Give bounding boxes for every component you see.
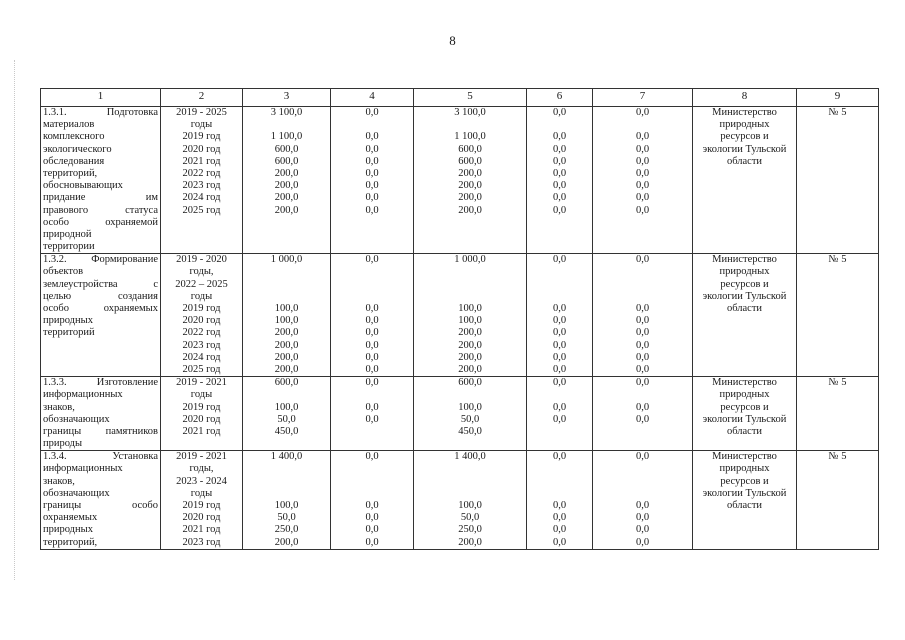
cell-line: годы [190, 119, 213, 131]
cell-line: 3 100,0 [270, 107, 303, 118]
cell-line: 200,0 [274, 167, 299, 179]
cell-line: 0,0 [365, 315, 379, 327]
cell-line: 0,0 [365, 327, 379, 339]
cell-line: 200,0 [458, 192, 482, 204]
cell-line: 2019 - 2021 [176, 377, 227, 389]
cell-line: 0,0 [365, 143, 379, 155]
cell-line: 0,0 [552, 500, 567, 511]
cell-line: охраняемых [43, 512, 98, 524]
cell-line: территорий [43, 327, 95, 339]
cell-line: 100,0 [458, 500, 482, 511]
cell-line [529, 291, 590, 303]
cell-line: границы памятников [43, 425, 158, 437]
cell-line: 1 100,0 [270, 131, 303, 143]
cell-line: 0,0 [552, 524, 567, 536]
cell-line: 0,0 [365, 524, 379, 536]
indicator-number-cell: № 5 [797, 107, 879, 254]
cell-line: Министерство [712, 451, 777, 463]
cell-line: 200,0 [274, 363, 299, 375]
cell-line: 0,0 [552, 451, 567, 463]
table-row [41, 377, 879, 451]
cell-line: 2025 год [182, 363, 221, 375]
cell-line: 600,0 [274, 377, 299, 389]
cell-line: 2019 - 2021 [176, 451, 227, 463]
cell-line: 0,0 [552, 536, 567, 548]
page-number: 8 [449, 33, 456, 48]
task-description-cell [41, 451, 161, 550]
cell-line: 1 400,0 [270, 451, 303, 463]
cell-line: обозначающих [43, 487, 110, 499]
cell-line: 0,0 [552, 351, 567, 363]
cell-line [416, 291, 524, 303]
col4-amount-cell [331, 377, 414, 451]
cell-line [416, 488, 524, 500]
cell-line: 0,0 [365, 155, 379, 167]
cell-line [595, 266, 690, 278]
cell-line: 0,0 [365, 451, 379, 463]
header-col-7: 7 [593, 89, 693, 107]
binding-margin-line [14, 60, 15, 580]
cell-line [529, 389, 590, 401]
cell-line: 0,0 [552, 413, 567, 425]
cell-line [333, 291, 411, 303]
col6-amount-cell [527, 254, 593, 377]
cell-line: 2022 – 2025 [175, 278, 228, 290]
cell-line: 1.3.2. Формирование [43, 254, 158, 266]
col3-amount-cell [243, 254, 331, 377]
cell-line: 250,0 [458, 524, 482, 536]
header-col-2: 2 [161, 89, 243, 107]
cell-line [416, 279, 524, 291]
cell-line: 2023 год [182, 180, 221, 192]
cell-line: 1 400,0 [454, 451, 486, 463]
cell-line: области [726, 425, 763, 437]
responsible-executor-cell [693, 107, 797, 254]
cell-line: Министерство [712, 254, 777, 266]
cell-line: объектов [43, 266, 84, 278]
cell-line: природной [43, 228, 92, 240]
cell-line: 0,0 [365, 401, 379, 413]
cell-line: 450,0 [458, 425, 482, 437]
cell-line: природных [43, 315, 93, 327]
cell-line: природы [43, 438, 83, 450]
cell-line: обследования [43, 155, 105, 167]
years-cell [161, 451, 243, 550]
cell-line: 2019 - 2025 [176, 107, 227, 118]
cell-line: 50,0 [460, 413, 480, 425]
cell-line: Министерство [712, 107, 777, 118]
cell-line: 200,0 [458, 363, 482, 375]
cell-line: 0,0 [552, 131, 567, 143]
cell-line: 0,0 [635, 512, 650, 524]
header-row [41, 89, 879, 107]
cell-line: территорий, [43, 536, 98, 548]
cell-line: 0,0 [635, 254, 650, 266]
cell-line: экологии Тульской [702, 290, 787, 302]
header-col-5: 5 [414, 89, 527, 107]
cell-line: обозначающих [43, 413, 110, 425]
cell-line: 2022 год [182, 167, 221, 179]
cell-line: 0,0 [635, 143, 650, 155]
task-description-cell [41, 377, 161, 451]
col5-amount-cell [414, 254, 527, 377]
cell-line: 0,0 [552, 363, 567, 375]
cell-line: 1.3.4. Установка [43, 451, 158, 463]
indicator-number-cell: № 5 [797, 377, 879, 451]
cell-line: 2019 год [182, 401, 221, 413]
cell-line: 3 100,0 [454, 107, 486, 118]
col5-amount-cell [414, 451, 527, 550]
cell-line [416, 389, 524, 401]
col5-amount-cell [414, 107, 527, 254]
cell-line: Министерство [712, 377, 777, 389]
cell-line: 0,0 [552, 315, 567, 327]
cell-line: 1 100,0 [454, 131, 486, 143]
cell-line: 0,0 [365, 512, 379, 524]
cell-line: 2019 год [182, 500, 221, 511]
cell-line: знаков, [43, 475, 75, 487]
cell-line: 0,0 [635, 303, 650, 314]
cell-line: годы, [189, 266, 214, 278]
responsible-executor-cell [693, 377, 797, 451]
cell-line: 2022 год [182, 327, 221, 339]
cell-line: 2021 год [182, 524, 221, 536]
cell-line [595, 426, 690, 438]
cell-line [333, 119, 411, 131]
col7-amount-cell [593, 377, 693, 451]
cell-line: 0,0 [365, 363, 379, 375]
responsible-executor-cell [693, 254, 797, 377]
cell-line: целью создания [43, 290, 158, 302]
cell-line: 2023 год [182, 339, 221, 351]
cell-line: 600,0 [274, 155, 299, 167]
cell-line [416, 476, 524, 488]
cell-line: 100,0 [274, 500, 299, 511]
cell-line: 1 000,0 [270, 254, 303, 266]
cell-line: 0,0 [552, 180, 567, 192]
header-col-9: 9 [797, 89, 879, 107]
cell-line: 2023 год [182, 536, 221, 548]
cell-line: придание им [43, 192, 158, 204]
cell-line: годы [190, 290, 213, 302]
table-row [41, 107, 879, 254]
cell-line: 0,0 [552, 143, 567, 155]
cell-line: 100,0 [458, 401, 482, 413]
cell-line: 2020 год [182, 512, 221, 524]
cell-line [245, 291, 328, 303]
indicator-number-cell: № 5 [797, 254, 879, 377]
cell-line: 100,0 [458, 315, 482, 327]
cell-line: 0,0 [635, 327, 650, 339]
cell-line: 2025 год [182, 204, 221, 216]
col6-amount-cell [527, 377, 593, 451]
cell-line: 0,0 [635, 500, 650, 511]
cell-line [416, 266, 524, 278]
cell-line: особо охраняемых [43, 303, 158, 314]
cell-line: 0,0 [552, 303, 567, 314]
col4-amount-cell [331, 451, 414, 550]
table-row [41, 451, 879, 550]
cell-line: 1.3.1. Подготовка [43, 107, 158, 118]
col6-amount-cell [527, 451, 593, 550]
cell-line [333, 426, 411, 438]
cell-line: области [726, 500, 763, 511]
cell-line: территорий, [43, 167, 98, 179]
cell-line [595, 463, 690, 475]
cell-line: 0,0 [552, 167, 567, 179]
years-cell [161, 254, 243, 377]
cell-line [595, 488, 690, 500]
cell-line: 200,0 [274, 351, 299, 363]
cell-line: 50,0 [277, 512, 296, 524]
cell-line: материалов [43, 119, 95, 131]
cell-line: годы, [189, 463, 214, 475]
cell-line: природных [719, 266, 770, 278]
cell-line: 0,0 [365, 377, 379, 389]
cell-line: 0,0 [552, 401, 567, 413]
years-cell [161, 107, 243, 254]
cell-line: 0,0 [635, 180, 650, 192]
col3-amount-cell [243, 107, 331, 254]
cell-line: 200,0 [274, 192, 299, 204]
task-description-cell [41, 254, 161, 377]
cell-line: 0,0 [365, 413, 379, 425]
cell-line: 0,0 [552, 192, 567, 204]
cell-line [333, 389, 411, 401]
cell-line: 0,0 [365, 351, 379, 363]
cell-line: 0,0 [365, 339, 379, 351]
cell-line: землеустройства с [43, 278, 158, 290]
responsible-executor-cell [693, 451, 797, 550]
header-col-1: 1 [41, 89, 161, 107]
cell-line: 2021 год [182, 425, 221, 437]
cell-line [416, 119, 524, 131]
table-row [41, 254, 879, 377]
cell-line: ресурсов и [720, 278, 769, 290]
cell-line: правового статуса [43, 204, 158, 216]
cell-line: области [726, 155, 763, 167]
cell-line: 200,0 [458, 204, 482, 216]
col5-amount-cell [414, 377, 527, 451]
cell-line: информационных [43, 463, 123, 475]
cell-line [245, 266, 328, 278]
cell-line: 0,0 [365, 500, 379, 511]
cell-line [595, 119, 690, 131]
cell-line: ресурсов и [720, 401, 769, 413]
col4-amount-cell [331, 254, 414, 377]
cell-line [245, 389, 328, 401]
cell-line: 100,0 [274, 303, 299, 314]
cell-line [245, 463, 328, 475]
cell-line: 200,0 [458, 180, 482, 192]
cell-line: 0,0 [552, 155, 567, 167]
col3-amount-cell [243, 451, 331, 550]
cell-line: обосновывающих [43, 180, 123, 192]
cell-line: информационных [43, 389, 123, 401]
cell-line [416, 463, 524, 475]
cell-line [333, 488, 411, 500]
cell-line: 200,0 [274, 536, 299, 548]
header-col-8: 8 [693, 89, 797, 107]
cell-line: годы [190, 487, 213, 499]
cell-line: природных [719, 119, 770, 131]
cell-line: экологии Тульской [702, 413, 787, 425]
cell-line: природных [719, 463, 770, 475]
budget-table [40, 88, 879, 550]
cell-line: территории [43, 241, 95, 253]
cell-line: 0,0 [552, 339, 567, 351]
cell-line: 0,0 [552, 512, 567, 524]
cell-line: границы особо [43, 500, 158, 511]
cell-line [529, 488, 590, 500]
cell-line: 100,0 [458, 303, 482, 314]
cell-line: 2020 год [182, 143, 221, 155]
cell-line: ресурсов и [720, 475, 769, 487]
cell-line: 200,0 [458, 167, 482, 179]
cell-line: 600,0 [274, 143, 299, 155]
cell-line: 2024 год [182, 351, 221, 363]
cell-line [245, 476, 328, 488]
cell-line [333, 463, 411, 475]
cell-line [245, 488, 328, 500]
cell-line [245, 119, 328, 131]
cell-line: 0,0 [635, 131, 650, 143]
cell-line [529, 463, 590, 475]
cell-line: 600,0 [458, 143, 482, 155]
cell-line: 0,0 [635, 536, 650, 548]
col7-amount-cell [593, 107, 693, 254]
cell-line: 50,0 [460, 512, 480, 524]
cell-line: 0,0 [635, 363, 650, 375]
cell-line: 0,0 [635, 167, 650, 179]
cell-line [595, 476, 690, 488]
cell-line: 0,0 [552, 254, 567, 266]
cell-line [333, 279, 411, 291]
cell-line: 2019 год [182, 131, 221, 143]
cell-line: 2021 год [182, 155, 221, 167]
cell-line [529, 266, 590, 278]
indicator-number-cell: № 5 [797, 451, 879, 550]
cell-line: ресурсов и [720, 131, 769, 143]
col7-amount-cell [593, 254, 693, 377]
cell-line [595, 279, 690, 291]
cell-line: 1.3.3. Изготовление [43, 377, 158, 389]
cell-line: 0,0 [635, 339, 650, 351]
cell-line: 0,0 [552, 107, 567, 118]
cell-line: 0,0 [552, 204, 567, 216]
cell-line: 50,0 [277, 413, 296, 425]
cell-line: 200,0 [274, 204, 299, 216]
years-cell [161, 377, 243, 451]
cell-line: 200,0 [458, 536, 482, 548]
cell-line: 2020 год [182, 413, 221, 425]
cell-line: 2019 год [182, 303, 221, 314]
cell-line: 250,0 [274, 524, 299, 536]
header-col-6: 6 [527, 89, 593, 107]
cell-line: 2020 год [182, 315, 221, 327]
cell-line [529, 476, 590, 488]
cell-line: 200,0 [274, 180, 299, 192]
cell-line [333, 266, 411, 278]
header-col-3: 3 [243, 89, 331, 107]
header-col-4: 4 [331, 89, 414, 107]
task-description-cell [41, 107, 161, 254]
cell-line: комплексного [43, 131, 105, 143]
cell-line: 200,0 [458, 339, 482, 351]
cell-line: 200,0 [458, 351, 482, 363]
cell-line: 0,0 [635, 413, 650, 425]
cell-line [595, 389, 690, 401]
cell-line: 0,0 [365, 131, 379, 143]
cell-line [529, 279, 590, 291]
cell-line: природных [43, 524, 93, 536]
cell-line: 450,0 [274, 425, 299, 437]
cell-line [529, 119, 590, 131]
cell-line: 200,0 [274, 339, 299, 351]
cell-line: 0,0 [635, 401, 650, 413]
cell-line: 0,0 [635, 351, 650, 363]
cell-line: 0,0 [365, 107, 379, 118]
col3-amount-cell [243, 377, 331, 451]
cell-line: особо охраняемой [43, 216, 158, 228]
cell-line [595, 291, 690, 303]
cell-line [245, 279, 328, 291]
cell-line: природных [719, 389, 770, 401]
cell-line: 0,0 [635, 524, 650, 536]
cell-line: 0,0 [365, 204, 379, 216]
cell-line: 1 000,0 [454, 254, 486, 266]
cell-line [529, 426, 590, 438]
cell-line: знаков, [43, 401, 75, 413]
cell-line: 0,0 [635, 107, 650, 118]
cell-line: экологического [43, 143, 112, 155]
cell-line: годы [190, 389, 213, 401]
cell-line: 0,0 [365, 254, 379, 266]
cell-line: 2024 год [182, 192, 221, 204]
cell-line: 100,0 [274, 315, 299, 327]
cell-line: 0,0 [365, 167, 379, 179]
cell-line: 0,0 [635, 451, 650, 463]
cell-line: 100,0 [274, 401, 299, 413]
cell-line: 0,0 [552, 327, 567, 339]
cell-line: 0,0 [635, 155, 650, 167]
cell-line: 0,0 [552, 377, 567, 389]
cell-line: 0,0 [365, 192, 379, 204]
col6-amount-cell [527, 107, 593, 254]
cell-line: экологии Тульской [702, 487, 787, 499]
cell-line: 0,0 [635, 192, 650, 204]
cell-line: экологии Тульской [702, 143, 787, 155]
cell-line: 0,0 [635, 377, 650, 389]
cell-line [333, 476, 411, 488]
cell-line: 0,0 [635, 315, 650, 327]
cell-line: 0,0 [365, 180, 379, 192]
col7-amount-cell [593, 451, 693, 550]
cell-line: 600,0 [458, 377, 482, 389]
cell-line: 600,0 [458, 155, 482, 167]
cell-line: 2019 - 2020 [176, 254, 227, 266]
cell-line: области [726, 303, 763, 314]
cell-line: 0,0 [635, 204, 650, 216]
cell-line: 2023 - 2024 [176, 475, 227, 487]
cell-line: 200,0 [274, 327, 299, 339]
cell-line: 200,0 [458, 327, 482, 339]
cell-line: 0,0 [365, 536, 379, 548]
cell-line: 0,0 [365, 303, 379, 314]
col4-amount-cell [331, 107, 414, 254]
